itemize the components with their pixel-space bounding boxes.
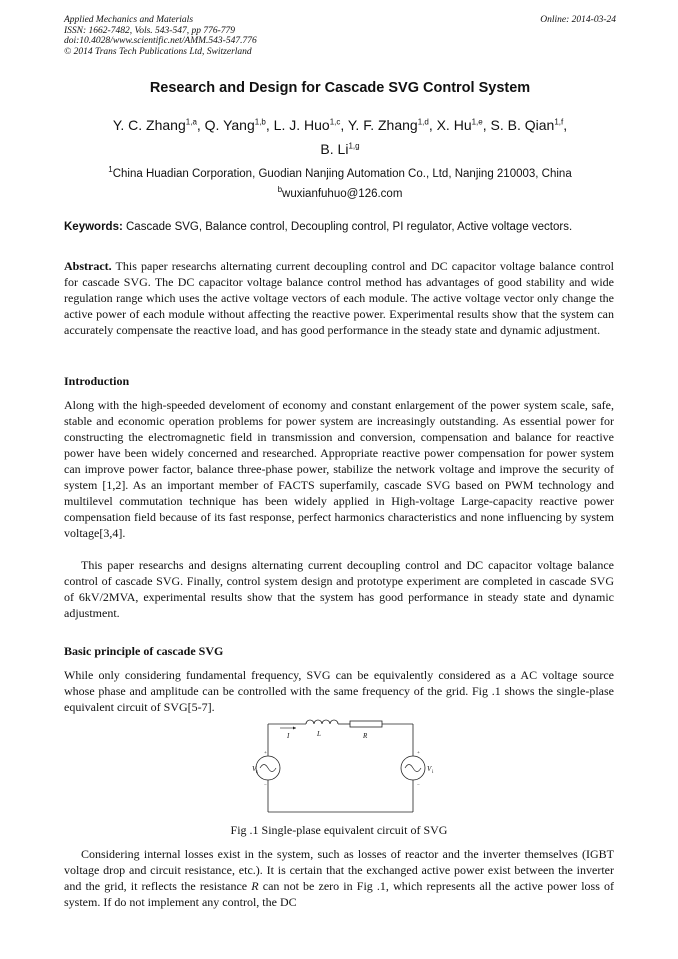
abstract-paragraph	[64, 258, 614, 338]
abstract-label: Abstract.	[64, 259, 112, 273]
author-list: Y. C. Zhang$^{1,a}$, Q. Yang$^{1,b}$, L. J. Huo$^{1,c}$, Y. F. Zhang$^{1,d}$, X. Hu$^{1,e}$, S. B. Qian$^{1,f}$, B. Li$^{1,g}$	[112, 117, 568, 157]
author-email: wuxianfuhuo@126.com	[282, 188, 403, 200]
journal-header	[64, 15, 616, 57]
inverter-voltage-label: V	[427, 765, 432, 773]
paragraph-text: Considering internal losses exist in the system, such as losses of reactor and the inverter themselves (IGBT voltage drop and circuit resistance, etc.). It is certain that the exchanged active power exist between the inverter and the grid, it reflects the resistance	[64, 847, 614, 893]
paragraph-text: can not be zero in Fig .1, which represents all the active power loss of system. If do not implement any control, the DC	[64, 879, 615, 909]
author-name: Q. Yang	[204, 117, 255, 133]
author-affiliation-mark: 1,g	[348, 141, 360, 151]
introduction-paragraph-2: This paper researchs and designs alternating current decoupling control and DC capacitor voltage balance control of cascade SVG. Finally, control system design and prototype experiment are completed in cascade SVG of 6kV/2MVA, experimental results show that the system has good performance in steady state and dynamic adjustment.	[64, 558, 614, 620]
resistor-label: R	[363, 732, 368, 740]
affiliation-text: China Huadian Corporation, Guodian Nanjing Automation Co., Ltd, Nanjing 210003, China	[112, 168, 572, 180]
affiliation-block	[64, 164, 616, 204]
author-affiliation-mark: 1,a	[185, 117, 197, 127]
online-date: Online: 2014-03-24	[540, 15, 616, 25]
introduction-heading: Introduction	[64, 374, 130, 388]
figure-caption: Fig .1 Single-plase equivalent circuit of SVG	[230, 823, 448, 837]
minus-sign: −	[417, 783, 420, 788]
keywords-text: Cascade SVG, Balance control, Decoupling control, PI regulator, Active voltage vectors.	[122, 221, 573, 233]
email-mark: b	[277, 185, 283, 195]
basic-principle-paragraph-2	[64, 846, 614, 910]
author-name: B. Li	[320, 141, 349, 157]
author-name: Y. F. Zhang	[347, 117, 418, 133]
issn-line: ISSN: 1662-7482, Vols. 543-547, pp 776-779	[64, 25, 235, 36]
resistance-symbol: R	[251, 879, 259, 893]
equivalent-circuit-figure	[250, 712, 440, 817]
affiliation-mark: 1	[108, 165, 113, 175]
basic-principle-heading: Basic principle of cascade SVG	[64, 644, 224, 658]
author-name: Y. C. Zhang	[112, 117, 186, 133]
abstract-text: This paper researchs alternating current decoupling control and DC capacitor voltage balance control for cascade SVG. The DC capacitor voltage balance control method has advantages of good stability and wide regulation range which uses the active voltage vectors of each module. The active voltage vector only change the active power of each module without affecting the reactive power. Experimental results show that the system can accurately compensate the reactive load, and has good performance in the steady state and dynamic adjustment.	[64, 259, 614, 337]
minus-sign: −	[264, 783, 267, 788]
paper-title: Research and Design for Cascade SVG Control System	[149, 80, 531, 96]
current-arrow-head	[293, 727, 296, 730]
author-affiliation-mark: 1,b	[254, 117, 266, 127]
inverter-voltage-subscript: i	[432, 770, 434, 775]
inductor-label: L	[317, 730, 321, 738]
grid-voltage-label: V	[252, 765, 257, 773]
inductor-symbol	[306, 720, 338, 724]
author-affiliation-mark: 1,f	[554, 117, 564, 127]
author-affiliation-mark: 1,c	[329, 117, 341, 127]
author-name: L. J. Huo	[273, 117, 330, 133]
keywords-label: Keywords:	[64, 221, 123, 233]
copyright-line: © 2014 Trans Tech Publications Ltd, Switzerland	[64, 46, 252, 57]
basic-principle-paragraph-1: While only considering fundamental frequency, SVG can be equivalently considered as a AC voltage source whose phase and amplitude can be controlled with the same frequency of the grid. Fig .1 shows the single-plase equivalent circuit of SVG[5-7].	[64, 668, 614, 714]
resistor-symbol	[350, 721, 382, 727]
author-name: S. B. Qian	[490, 117, 555, 133]
author-name: X. Hu	[436, 117, 472, 133]
keywords-line	[64, 221, 624, 233]
current-label: I	[287, 732, 290, 740]
author-affiliation-mark: 1,d	[417, 117, 429, 127]
plus-sign: +	[417, 751, 420, 756]
introduction-paragraph-1: Along with the high-speeded develoment of economy and constant enlargement of the power system scale, safe, stable and economic operation problems for power system are increasingly outstanding. As essential power for constructing the electromagnetic field in transmission and conversion, compensation and balance for reactive power have been widely concerned and researched. Appropriate reactive power compensation for power system can improve power factor, balance three-phase power, stabilize the network voltage and improve the security of system [1,2]. As an important member of FACTS superfamily, cascade SVG based on PWM technology and multilevel commutation technique has been widely applied in High-voltage Large-capacity reactive power compensation field because of its fast response, perfect harmonics characteristics and none influencing by system voltage[3,4].	[64, 398, 614, 540]
journal-name: Applied Mechanics and Materials	[64, 15, 194, 25]
author-affiliation-mark: 1,e	[471, 117, 483, 127]
doi-line: doi:10.4028/www.scientific.net/AMM.543-547.776	[64, 36, 257, 47]
grid-voltage-subscript: s	[256, 770, 258, 775]
plus-sign: +	[264, 751, 267, 756]
